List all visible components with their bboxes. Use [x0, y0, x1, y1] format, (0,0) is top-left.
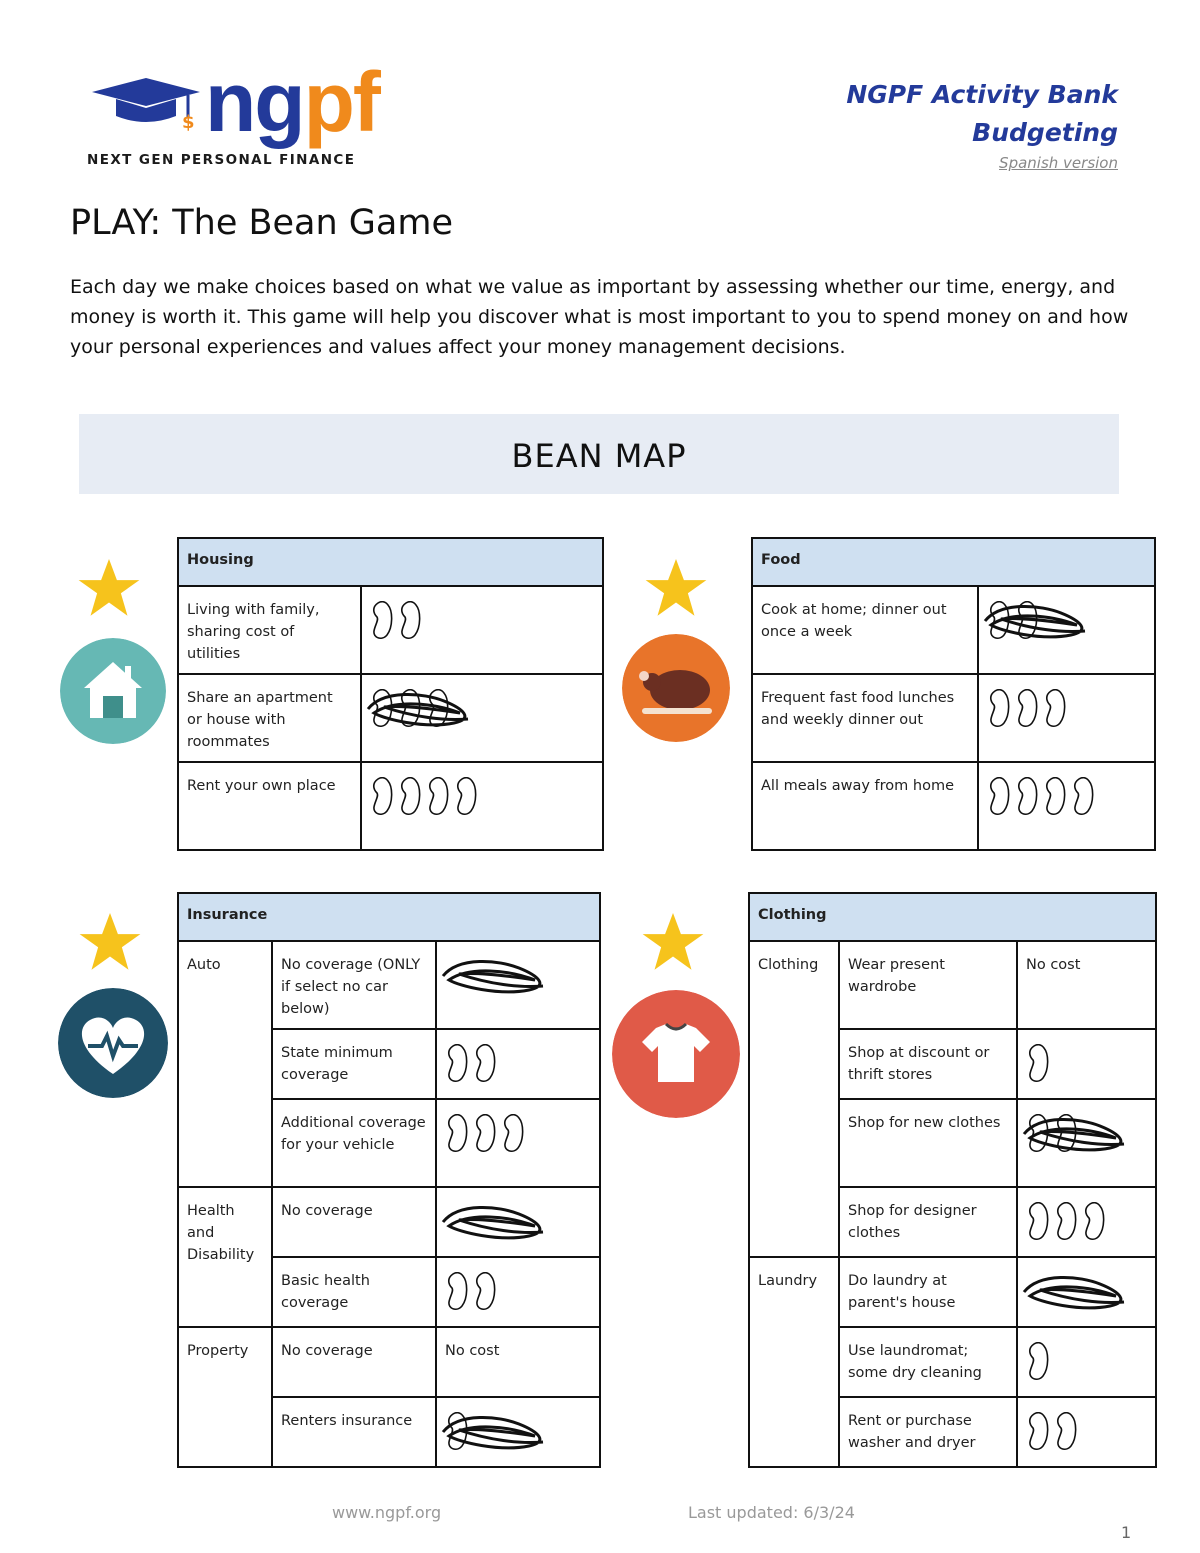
insurance-category: Property — [178, 1327, 272, 1467]
intro-paragraph: Each day we make choices based on what we value as important by assessing whether our time, energy, and money is worth it. This game will help you discover what is most important to you to spend money on and how your personal experiences and values affect your money management decisions. — [70, 276, 1129, 358]
bean-cell[interactable] — [361, 674, 603, 762]
bean-icon — [1015, 777, 1039, 817]
topic-label: Budgeting — [972, 118, 1118, 147]
insurance-option-label: No coverage — [272, 1327, 436, 1397]
cost-text: No cost — [1026, 957, 1081, 973]
page-number: 1 — [1121, 1523, 1132, 1542]
tshirt-icon — [612, 990, 740, 1118]
bean-icon — [370, 777, 394, 817]
bean-icon — [473, 1044, 497, 1084]
insurance-option-label: No coverage (ONLY if select no car below) — [272, 941, 436, 1029]
insurance-category: Auto — [178, 941, 272, 1187]
bean-cell[interactable] — [978, 762, 1155, 850]
bean-cell[interactable] — [436, 1257, 600, 1327]
housing-header: Housing — [178, 538, 603, 586]
scribble-mark — [439, 1192, 559, 1248]
cost-text: No cost — [445, 1343, 500, 1359]
insurance-option-label: No coverage — [272, 1187, 436, 1257]
bean-cell[interactable] — [1017, 1397, 1156, 1467]
bean-cell[interactable] — [978, 674, 1155, 762]
scribble-mark — [364, 679, 484, 735]
insurance-table — [177, 892, 601, 1468]
star-icon — [76, 556, 142, 620]
clothing-option-label: Wear present wardrobe — [839, 941, 1017, 1029]
bean-map-banner: BEAN MAP — [79, 414, 1119, 494]
footer-updated: Last updated: 6/3/24 — [688, 1503, 855, 1522]
bean-cell[interactable] — [436, 1327, 600, 1397]
bean-icon — [445, 1114, 469, 1154]
food-header: Food — [752, 538, 1155, 586]
scribble-mark — [439, 946, 559, 1002]
food-option-label: Frequent fast food lunches and weekly dinner out — [752, 674, 978, 762]
bean-cell[interactable] — [1017, 1099, 1156, 1187]
bean-icon — [1082, 1202, 1106, 1242]
bean-icon — [445, 1272, 469, 1312]
bean-icon — [454, 777, 478, 817]
bean-icon — [1026, 1202, 1050, 1242]
star-icon — [640, 910, 706, 974]
activity-bank-title — [846, 76, 1118, 152]
scribble-mark — [1020, 1104, 1140, 1160]
housing-option-label: Living with family, sharing cost of utilities — [178, 586, 361, 674]
bean-icon — [370, 601, 394, 641]
bean-icon — [1043, 689, 1067, 729]
bean-cell[interactable] — [436, 1029, 600, 1099]
clothing-option-label: Use laundromat; some dry cleaning — [839, 1327, 1017, 1397]
bean-icon — [501, 1114, 525, 1154]
bean-cell[interactable] — [978, 586, 1155, 674]
insurance-header: Insurance — [178, 893, 600, 941]
insurance-option-label: Basic health coverage — [272, 1257, 436, 1327]
clothing-option-label: Shop at discount or thrift stores — [839, 1029, 1017, 1099]
insurance-option-label: Additional coverage for your vehicle — [272, 1099, 436, 1187]
clothing-category: Laundry — [749, 1257, 839, 1467]
bean-icon — [398, 777, 422, 817]
bean-icon — [398, 601, 422, 641]
bean-icon — [987, 689, 1011, 729]
food-option-label: All meals away from home — [752, 762, 978, 850]
bean-cell[interactable] — [1017, 1327, 1156, 1397]
bean-icon — [1054, 1412, 1078, 1452]
bean-icon — [473, 1272, 497, 1312]
clothing-option-label: Do laundry at parent's house — [839, 1257, 1017, 1327]
turkey-icon — [622, 634, 730, 742]
star-icon — [77, 910, 143, 974]
food-table — [751, 537, 1156, 851]
star-icon — [643, 556, 709, 620]
bean-cell[interactable] — [1017, 941, 1156, 1029]
bean-icon — [1043, 777, 1067, 817]
insurance-category: Health and Disability — [178, 1187, 272, 1327]
clothing-option-label: Shop for designer clothes — [839, 1187, 1017, 1257]
scribble-mark — [439, 1402, 559, 1458]
bean-cell[interactable] — [436, 1397, 600, 1467]
spanish-version-link[interactable]: Spanish version — [999, 154, 1118, 172]
insurance-option-label: Renters insurance — [272, 1397, 436, 1467]
clothing-category: Clothing — [749, 941, 839, 1257]
bean-icon — [1015, 689, 1039, 729]
footer-url[interactable]: www.ngpf.org — [332, 1503, 442, 1522]
scribble-mark — [981, 591, 1101, 647]
bean-icon — [1054, 1202, 1078, 1242]
housing-option-label: Rent your own place — [178, 762, 361, 850]
bean-cell[interactable] — [361, 762, 603, 850]
bean-cell[interactable] — [436, 1099, 600, 1187]
bean-cell[interactable] — [361, 586, 603, 674]
bean-icon — [1071, 777, 1095, 817]
house-icon — [60, 638, 166, 744]
activity-bank-label: NGPF Activity Bank — [846, 80, 1118, 109]
graduation-cap-icon — [88, 72, 208, 132]
bean-icon — [426, 777, 450, 817]
bean-icon — [1026, 1044, 1050, 1084]
housing-table — [177, 537, 604, 851]
page-title: PLAY: The Bean Game — [70, 203, 454, 243]
bean-icon — [473, 1114, 497, 1154]
clothing-header: Clothing — [749, 893, 1156, 941]
clothing-option-label: Rent or purchase washer and dryer — [839, 1397, 1017, 1467]
bean-icon — [987, 777, 1011, 817]
heart-pulse-icon — [58, 988, 168, 1098]
logo-tagline: NEXT GEN PERSONAL FINANCE — [87, 152, 356, 168]
svg-text:$: $ — [182, 112, 195, 132]
bean-cell[interactable] — [1017, 1187, 1156, 1257]
bean-cell[interactable] — [1017, 1257, 1156, 1327]
food-option-label: Cook at home; dinner out once a week — [752, 586, 978, 674]
scribble-mark — [1020, 1262, 1140, 1318]
clothing-table — [748, 892, 1157, 1468]
insurance-option-label: State minimum coverage — [272, 1029, 436, 1099]
bean-icon — [1026, 1412, 1050, 1452]
ngpf-logo[interactable]: ngpf — [205, 55, 379, 149]
bean-cell[interactable] — [1017, 1029, 1156, 1099]
clothing-option-label: Shop for new clothes — [839, 1099, 1017, 1187]
housing-option-label: Share an apartment or house with roommates — [178, 674, 361, 762]
bean-icon — [445, 1044, 469, 1084]
bean-cell[interactable] — [436, 1187, 600, 1257]
bean-icon — [1026, 1342, 1050, 1382]
bean-cell[interactable] — [436, 941, 600, 1029]
